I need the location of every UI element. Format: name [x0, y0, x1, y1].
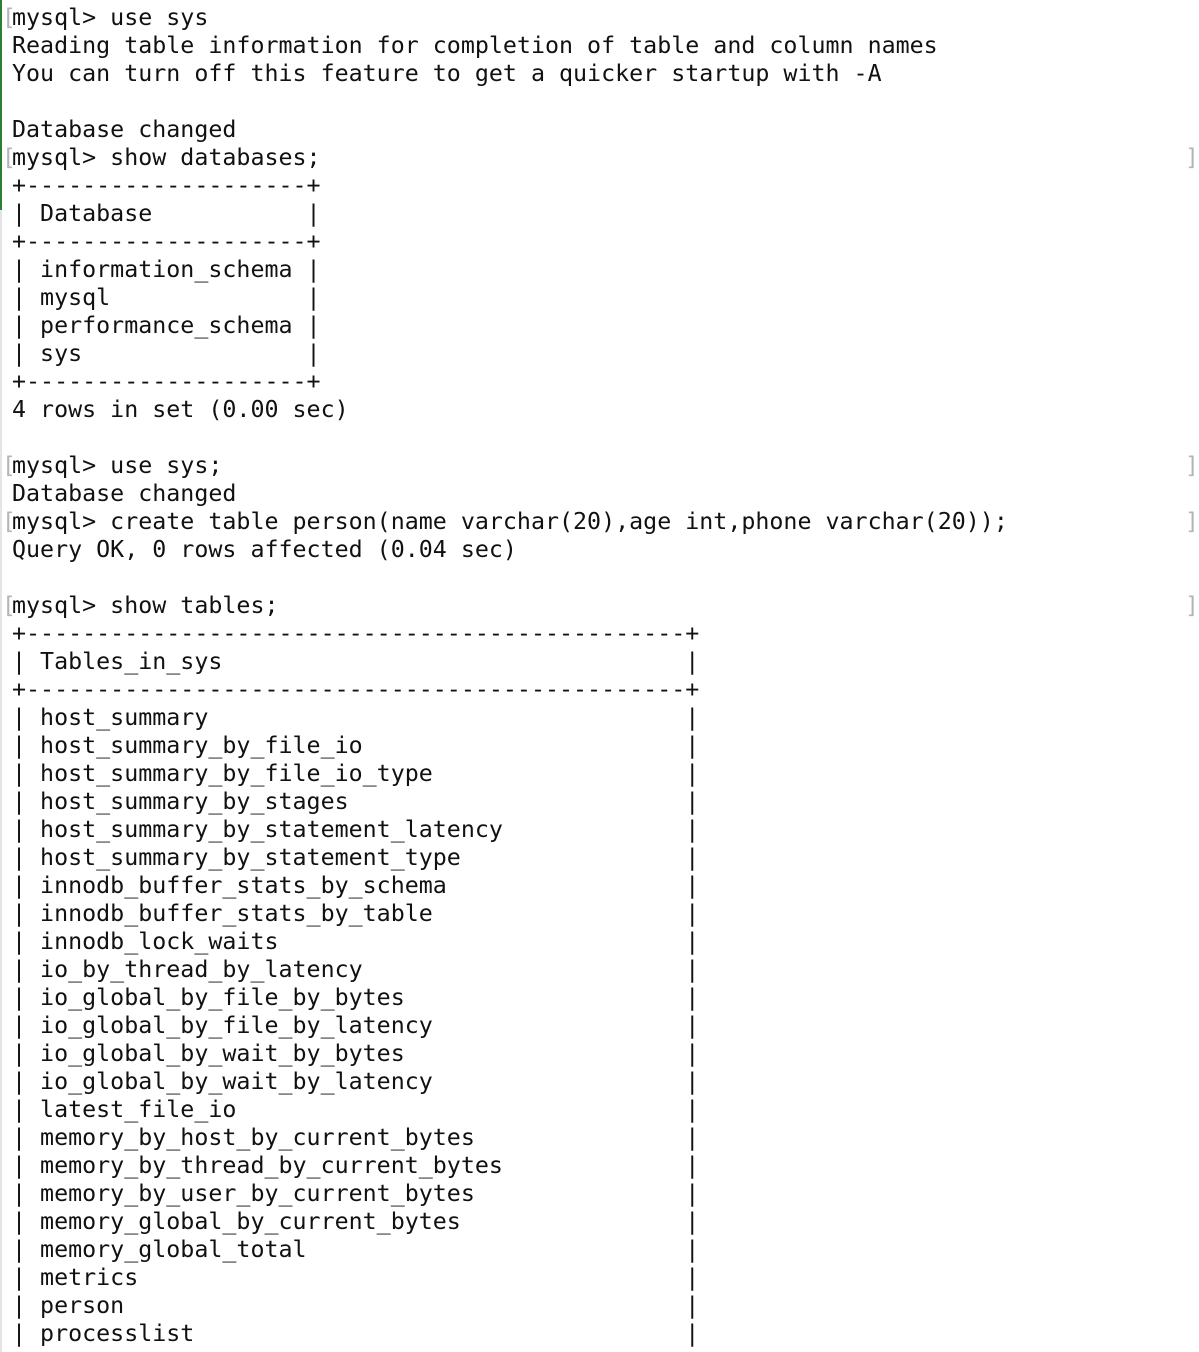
prompt-open-bracket: [ — [2, 5, 16, 31]
table-row: | memory_global_by_current_bytes | — [12, 1208, 700, 1235]
table-row: | sys | — [12, 340, 321, 367]
table-row: | person | — [12, 1292, 700, 1319]
table-row: | host_summary_by_statement_latency | — [12, 816, 700, 843]
table-row: | latest_file_io | — [12, 1096, 700, 1123]
table-row: | io_global_by_wait_by_latency | — [12, 1068, 700, 1095]
table-row: | host_summary | — [12, 704, 700, 731]
table-row: | memory_by_host_by_current_bytes | — [12, 1124, 700, 1151]
table-border-line: +-----------------------------------------------+ — [12, 676, 700, 703]
table-border-line: +--------------------+ — [12, 172, 321, 199]
terminal-line: mysql> create table person(name varchar(20),age int,phone varchar(20)); — [12, 508, 1008, 535]
terminal-line: mysql> use sys; — [12, 452, 223, 479]
table-row: | memory_global_total | — [12, 1236, 700, 1263]
table-border-line: +-----------------------------------------------+ — [12, 620, 700, 647]
table-row: | host_summary_by_statement_type | — [12, 844, 700, 871]
terminal-line — [12, 88, 1008, 116]
table-row: | memory_by_thread_by_current_bytes | — [12, 1152, 700, 1179]
terminal-line: mysql> use sys — [12, 4, 209, 31]
prompt-close-bracket: ] — [1185, 145, 1199, 171]
table-row: | innodb_buffer_stats_by_schema | — [12, 872, 700, 899]
table-border-line: +--------------------+ — [12, 368, 321, 395]
table-row: | performance_schema | — [12, 312, 321, 339]
table-row: | mysql | — [12, 284, 321, 311]
left-gutter — [0, 0, 2, 1352]
terminal-line: Database changed — [12, 116, 237, 143]
table-row: | innodb_lock_waits | — [12, 928, 700, 955]
prompt-close-bracket: ] — [1185, 509, 1199, 535]
prompt-open-bracket: [ — [2, 453, 16, 479]
prompt-close-bracket: ] — [1185, 453, 1199, 479]
table-row: | metrics | — [12, 1264, 700, 1291]
table-row: | memory_by_user_by_current_bytes | — [12, 1180, 700, 1207]
table-row: | io_global_by_file_by_bytes | — [12, 984, 700, 1011]
table-header-line: | Database | — [12, 200, 321, 227]
prompt-close-bracket: ] — [1185, 593, 1199, 619]
terminal-line: Reading table information for completion of table and column names — [12, 32, 938, 59]
terminal-line: Database changed — [12, 480, 237, 507]
terminal-line — [12, 424, 1008, 452]
terminal-line: mysql> show databases; — [12, 144, 321, 171]
terminal-output[interactable] — [12, 4, 1008, 1348]
prompt-open-bracket: [ — [2, 593, 16, 619]
table-row: | io_by_thread_by_latency | — [12, 956, 700, 983]
prompt-open-bracket: [ — [2, 509, 16, 535]
terminal-line: 4 rows in set (0.00 sec) — [12, 396, 349, 423]
table-row: | host_summary_by_file_io_type | — [12, 760, 700, 787]
table-row: | innodb_buffer_stats_by_table | — [12, 900, 700, 927]
table-header-line: | Tables_in_sys | — [12, 648, 700, 675]
table-row: | processlist | — [12, 1320, 700, 1347]
table-row: | host_summary_by_file_io | — [12, 732, 700, 759]
table-row: | io_global_by_file_by_latency | — [12, 1012, 700, 1039]
terminal-line — [12, 564, 1008, 592]
terminal-line: Query OK, 0 rows affected (0.04 sec) — [12, 536, 517, 563]
table-row: | information_schema | — [12, 256, 321, 283]
table-row: | io_global_by_wait_by_bytes | — [12, 1040, 700, 1067]
prompt-open-bracket: [ — [2, 145, 16, 171]
table-border-line: +--------------------+ — [12, 228, 321, 255]
terminal-line: You can turn off this feature to get a quicker startup with -A — [12, 60, 882, 87]
table-row: | host_summary_by_stages | — [12, 788, 700, 815]
terminal-line: mysql> show tables; — [12, 592, 279, 619]
